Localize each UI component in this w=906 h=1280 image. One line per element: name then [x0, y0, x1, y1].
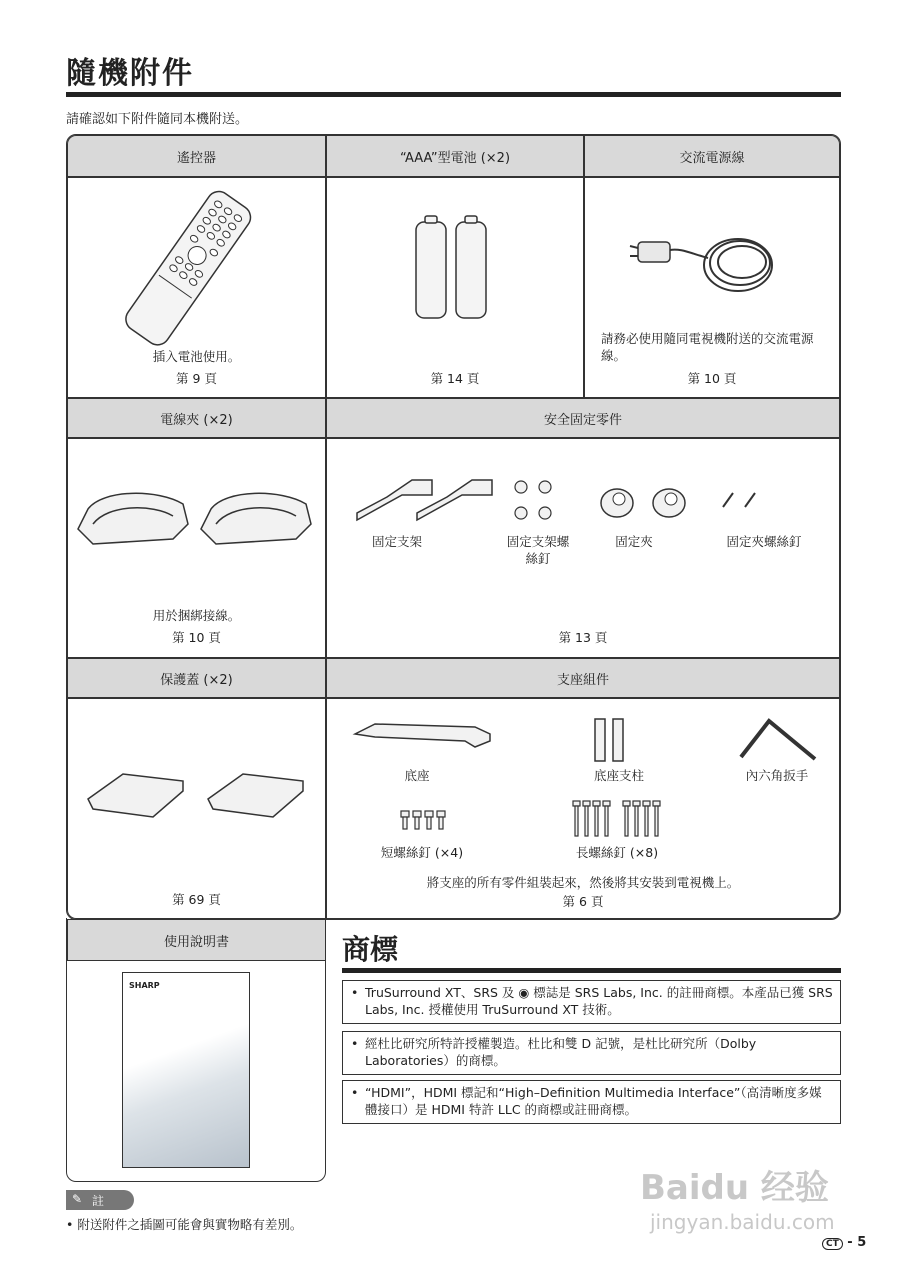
- remote-page-ref: 第 9 頁: [176, 371, 217, 386]
- safety-parts-cell: [326, 438, 840, 658]
- page-number: CT - 5: [822, 1235, 866, 1250]
- bracket-illustration: [357, 475, 507, 535]
- trademark-srs-text: TruSurround XT、SRS 及 ◉ 標誌是 SRS Labs, Inc. 的註冊商標。本產品已獲 SRS Labs, Inc. 授權使用 TruSurround XT 技術。: [365, 985, 833, 1017]
- title-rule: [66, 92, 841, 97]
- long-screw-illustration: [571, 799, 671, 839]
- hex-wrench-illustration: [739, 719, 819, 769]
- clip-illustration: [599, 485, 689, 525]
- page-number-value: 5: [857, 1235, 867, 1250]
- remote-caption: 插入電池使用。: [152, 349, 241, 364]
- trademark-dolby-text: 經杜比研究所特許授權製造。杜比和雙 D 記號，是杜比研究所（Dolby Laboratories）的商標。: [365, 1036, 757, 1068]
- cover-cell: [67, 698, 326, 919]
- remote-header: 遙控器: [67, 135, 326, 177]
- remote-cell: [67, 177, 326, 398]
- pencil-icon: ✎: [72, 1192, 83, 1206]
- bullet-icon: •: [66, 1217, 78, 1232]
- trademark-hdmi: [342, 1080, 841, 1124]
- watermark-logo: Baidu 经验: [640, 1168, 829, 1208]
- power-cord-cell: [584, 177, 840, 398]
- power-cord-caption: 請務必使用隨同電視機附送的交流電源線。: [601, 331, 814, 363]
- note-text: [66, 1215, 302, 1233]
- manual-header: 使用說明書: [67, 919, 326, 961]
- note-tab: [66, 1190, 134, 1210]
- trademark-hdmi-text: “HDMI”，HDMI 標記和“High–Definition Multimedia Interface”（高清晰度多媒體接口）是 HDMI 特許 LLC 的商標或註冊商標。: [365, 1085, 822, 1117]
- clip-label: 固定夾: [615, 534, 653, 549]
- remote-control-illustration: [118, 190, 258, 340]
- cover-header: 保護蓋 (×2): [67, 658, 326, 698]
- clip-screw-illustration: [719, 487, 769, 517]
- bullet-icon: •: [351, 985, 359, 1000]
- battery-page-ref: 第 14 頁: [430, 371, 480, 386]
- trademark-srs: [342, 980, 841, 1024]
- battery-header: “AAA”型電池 (×2): [326, 135, 584, 177]
- cable-clamp-cell: [67, 438, 326, 658]
- power-cord-page-ref: 第 10 頁: [687, 371, 737, 386]
- short-screw-illustration: [399, 809, 449, 833]
- stand-page-ref: 第 6 頁: [562, 894, 604, 909]
- short-screw-label: 短螺絲釘 (×4): [380, 845, 464, 860]
- safety-parts-page-ref: 第 13 頁: [558, 630, 608, 645]
- bracket-screw-label: 固定支架螺絲釘: [506, 534, 570, 566]
- hex-wrench-label: 內六角扳手: [745, 768, 809, 783]
- bullet-icon: •: [351, 1036, 359, 1051]
- cable-clamp-page-ref: 第 10 頁: [172, 630, 221, 645]
- cable-clamp-illustration: [73, 484, 323, 564]
- watermark-url: jingyan.baidu.com: [650, 1210, 835, 1234]
- stand-cell: [326, 698, 840, 919]
- bracket-screw-illustration: [509, 477, 559, 527]
- intro-text: 請確認如下附件隨同本機附送。: [66, 112, 249, 127]
- trademarks-rule: [342, 968, 841, 973]
- note-body: 附送附件之插圖可能會與實物略有差別。: [77, 1217, 303, 1232]
- stand-base-label: 底座: [404, 768, 430, 783]
- power-cord-header: 交流電源線: [584, 135, 840, 177]
- long-screw-label: 長螺絲釘 (×8): [575, 845, 659, 860]
- stand-header: 支座組件: [326, 658, 840, 698]
- power-cord-illustration: [630, 228, 780, 308]
- cover-page-ref: 第 69 頁: [172, 892, 221, 907]
- page-badge: CT: [822, 1238, 843, 1250]
- stand-post-label: 底座支柱: [593, 768, 644, 783]
- bracket-label: 固定支架: [371, 534, 422, 549]
- bullet-icon: •: [351, 1085, 359, 1100]
- safety-parts-header: 安全固定零件: [326, 398, 840, 438]
- manual-brand: SHARP: [129, 981, 160, 990]
- cable-clamp-header: 電線夾 (×2): [67, 398, 326, 438]
- stand-post-illustration: [591, 717, 631, 767]
- clip-screw-label: 固定夾螺絲釘: [726, 534, 802, 549]
- trademark-dolby: [342, 1031, 841, 1075]
- battery-illustration: [412, 216, 512, 326]
- note-tab-label: 註: [92, 1193, 105, 1208]
- page-title: 隨機附件: [66, 56, 194, 91]
- cover-illustration: [83, 769, 313, 839]
- battery-cell: [326, 177, 584, 398]
- trademarks-title: 商標: [342, 933, 399, 966]
- stand-caption: 將支座的所有零件組裝起來，然後將其安裝到電視機上。: [426, 875, 740, 890]
- manual-illustration: [122, 972, 250, 1168]
- cable-clamp-caption: 用於捆綁接線。: [152, 608, 241, 623]
- stand-base-illustration: [355, 719, 495, 759]
